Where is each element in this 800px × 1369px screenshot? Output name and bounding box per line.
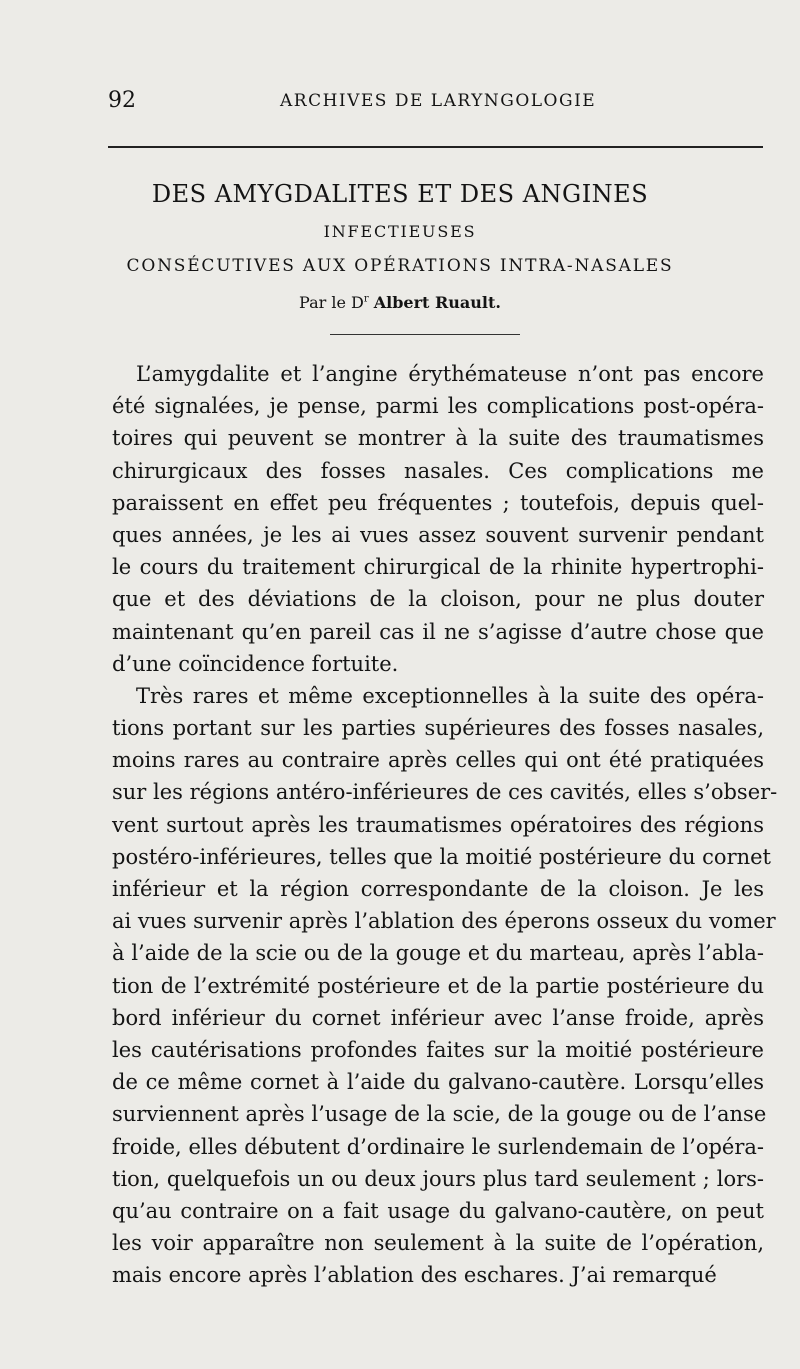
body-line: les voir apparaître non seulement à la suite de l’opération, xyxy=(112,1231,764,1256)
author-name: Albert Ruault. xyxy=(373,293,501,312)
body-line: postéro-inférieures, telles que la moitié postérieure du cornet xyxy=(112,844,771,869)
body-line: L’amygdalite et l’angine érythémateuse n’ont pas encore xyxy=(136,362,764,386)
body-line: d’une coïncidence fortuite. xyxy=(112,651,399,676)
body-line: sur les régions antéro-inférieures de ces cavités, elles s’obser- xyxy=(112,780,778,805)
body-line: moins rares au contraire après celles qui ont été pratiquées xyxy=(112,748,764,773)
body-line: le cours du traitement chirurgical de la rhinite hypertrophi- xyxy=(112,555,764,580)
header-rule xyxy=(108,146,763,148)
byline-sup: r xyxy=(363,293,369,305)
body-line: bord inférieur du cornet inférieur avec l’anse froide, après xyxy=(112,1005,764,1030)
byline xyxy=(0,293,800,312)
body-line: paraissent en effet peu fréquentes ; toutefois, depuis quel- xyxy=(112,490,764,515)
article-title-line3: CONSÉCUTIVES AUX OPÉRATIONS INTRA-NASALES xyxy=(126,256,674,276)
body-line: inférieur et la région correspondante de la cloison. Je les xyxy=(112,877,764,901)
running-header xyxy=(108,88,756,118)
body-line: maintenant qu’en pareil cas il ne s’agisse d’autre chose que xyxy=(112,619,764,644)
body-line: mais encore après l’ablation des eschares. J’ai remarqué xyxy=(112,1263,717,1288)
body-line: Très rares et même exceptionnelles à la suite des opéra- xyxy=(136,683,764,708)
title-separator xyxy=(330,334,520,335)
body-line: qu’au contraire on a fait usage du galvano-cautère, on peut xyxy=(112,1198,764,1223)
running-title: ARCHIVES DE LARYNGOLOGIE xyxy=(280,91,597,111)
article-body xyxy=(112,358,778,1291)
body-line: que et des déviations de la cloison, pour ne plus douter xyxy=(112,587,764,612)
body-line: de ce même cornet à l’aide du galvano-cautère. Lorsqu’elles xyxy=(112,1070,764,1095)
body-line: chirurgicaux des fosses nasales. Ces complications me xyxy=(112,458,764,483)
body-line: ai vues survenir après l’ablation des éperons osseux du vomer xyxy=(112,909,776,934)
body-line: les cautérisations profondes faites sur la moitié postérieure xyxy=(112,1037,764,1062)
article-title-line2: INFECTIEUSES xyxy=(323,222,477,241)
body-line: vent surtout après les traumatismes opératoires des régions xyxy=(112,812,764,837)
article-title: DES AMYGDALITES ET DES ANGINES xyxy=(151,180,649,208)
body-line: toires qui peuvent se montrer à la suite des traumatismes xyxy=(112,426,764,451)
body-line: surviennent après l’usage de la scie, de la gouge ou de l’anse xyxy=(112,1102,767,1127)
byline-prefix: Par le D xyxy=(299,293,364,312)
body-line: été signalées, je pense, parmi les complications post-opéra- xyxy=(112,394,764,419)
body-line: ques années, je les ai vues assez souvent survenir pendant xyxy=(112,522,764,547)
body-line: tions portant sur les parties supérieures des fosses nasales, xyxy=(112,716,764,741)
body-line: tion, quelquefois un ou deux jours plus tard seulement ; lors- xyxy=(112,1166,764,1191)
body-line: à l’aide de la scie ou de la gouge et du marteau, après l’abla- xyxy=(112,941,764,966)
body-line: froide, elles débutent d’ordinaire le surlendemain de l’opéra- xyxy=(112,1134,764,1159)
body-line: tion de l’extrémité postérieure et de la partie postérieure du xyxy=(112,973,764,998)
page-number: 92 xyxy=(108,88,136,113)
